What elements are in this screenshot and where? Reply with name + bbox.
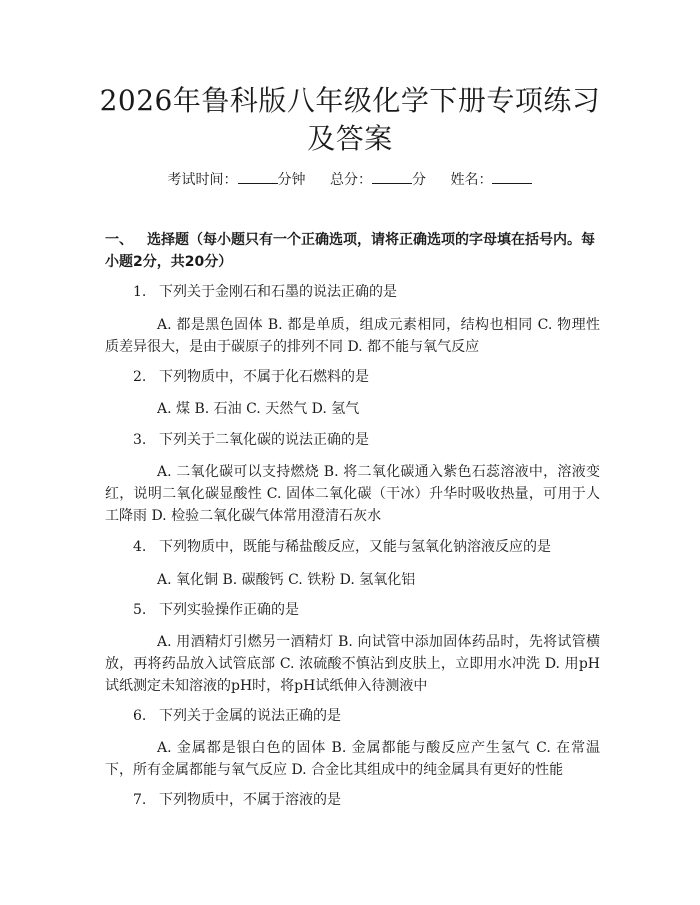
question-number: 3. (133, 432, 147, 448)
question-number: 6. (133, 708, 147, 724)
question-number: 7. (133, 792, 147, 808)
question-text: 下列关于金刚石和石墨的说法正确的是 (159, 284, 397, 300)
exam-info-line (0, 169, 700, 190)
total-score-blank (372, 169, 412, 184)
section-heading-text: 选择题（每小题只有一个正确选项，请将正确选项的字母填在括号内。每小题2分，共20分） (105, 232, 595, 270)
question-options: A. 氧化铜 B. 碳酸钙 C. 铁粉 D. 氢氧化铝 (157, 572, 416, 588)
question-stem (133, 706, 603, 726)
section-number: 一、 (105, 232, 133, 248)
question-options: A. 都是黑色固体 B. 都是单质，组成元素相同，结构也相同 C. 物理性质差异很大，是由于碳原子的排列不同 D. 都不能与氧气反应 (105, 317, 600, 355)
question-options: A. 煤 B. 石油 C. 天然气 D. 氢气 (157, 401, 360, 417)
question-text: 下列关于金属的说法正确的是 (159, 708, 341, 724)
question-number: 5. (133, 602, 147, 618)
question-stem (133, 600, 603, 620)
question-stem (133, 537, 603, 557)
exam-time-blank (238, 169, 278, 184)
document-title: 2026年鲁科版八年级化学下册专项练习及答案 (99, 84, 601, 155)
question-number: 2. (133, 369, 147, 385)
student-name-blank (492, 169, 532, 184)
question-text: 下列物质中，既能与稀盐酸反应，又能与氢氧化钠溶液反应的是 (159, 539, 551, 555)
total-score-field (330, 169, 426, 190)
question-stem (133, 367, 603, 387)
question-stem (133, 430, 603, 450)
question-options: A. 金属都是银白色的固体 B. 金属都能与酸反应产生氢气 C. 在常温下，所有金属都能与氧气反应 D. 合金比其组成中的纯金属具有更好的性能 (105, 740, 600, 778)
question-stem (133, 282, 603, 302)
student-name-field (450, 169, 532, 190)
question-stem (133, 790, 603, 810)
question-text: 下列实验操作正确的是 (159, 602, 299, 618)
question-number: 4. (133, 539, 147, 555)
exam-time-field (168, 169, 306, 190)
question-text: 下列物质中，不属于化石燃料的是 (159, 369, 369, 385)
question-text: 下列物质中，不属于溶液的是 (159, 792, 341, 808)
question-text: 下列关于二氧化碳的说法正确的是 (159, 432, 369, 448)
question-options: A. 用酒精灯引燃另一酒精灯 B. 向试管中添加固体药品时，先将试管横放，再将药品放入试管底部 C. 浓硫酸不慎沾到皮肤上，立即用水冲洗 D. 用pH试纸测定未知溶液的pH时，将pH试纸伸入待测液中 (105, 634, 600, 694)
exam-time-label: 考试时间： (167, 172, 238, 188)
exam-time-unit: 分钟 (277, 172, 306, 188)
section-heading (105, 229, 600, 273)
student-name-label: 姓名： (450, 172, 493, 188)
total-score-label: 总分： (330, 172, 372, 188)
question-options: A. 二氧化碳可以支持燃烧 B. 将二氧化碳通入紫色石蕊溶液中，溶液变红，说明二氧化碳显酸性 C. 固体二氧化碳（干冰）升华时吸收热量，可用于人工降雨 D. 检验二氧化碳气体常用澄清石灰水 (105, 464, 600, 524)
total-score-unit: 分 (412, 172, 426, 188)
question-number: 1. (133, 284, 147, 300)
